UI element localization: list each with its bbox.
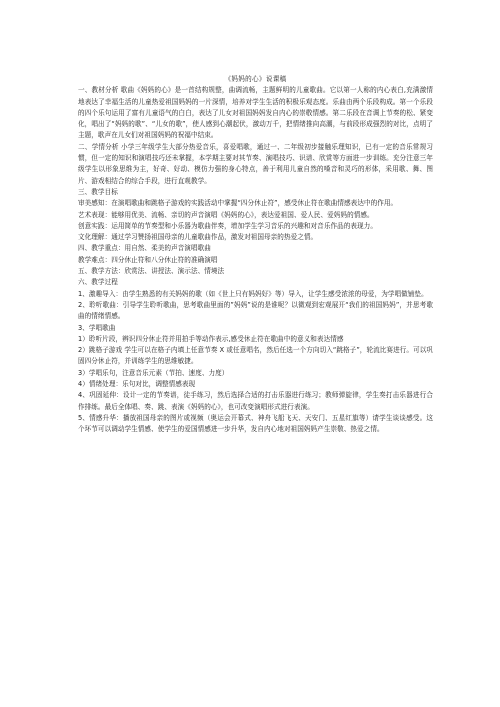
- process-step-introduction: 1、激趣导入：由学生熟悉的有关妈妈的歌（如《世上只有妈妈好》等）导入，让学生感受浓浓的母爱，为学唱做铺垫。: [78, 289, 428, 298]
- learning-substep-4: 4）情绪处理：乐句对比，调整情感表现: [78, 380, 196, 389]
- process-step-listening: 2、聆听歌曲：引导学生聆听歌曲，思考歌曲里面的”妈妈”说的是谁呢？以微观到宏观展开“我们的祖国妈妈”，并思考歌曲的情绪情感。: [78, 300, 433, 321]
- section-teaching-focus: 四、教学重点：用自然、柔美的声音演唱歌曲: [78, 244, 211, 253]
- document-title: 《妈妈的心》说课稿: [224, 75, 287, 83]
- learning-substep-1: 1）聆听片段，辨识四分休止符并用拍手等动作表示,感受休止符在歌曲中的意义和表达情感: [78, 334, 344, 343]
- process-step-learning-heading: 3、学唱歌曲: [78, 323, 116, 332]
- section-teaching-goals-heading: 三、教学目标: [78, 187, 118, 196]
- process-step-consolidation: 4、巩固延伸：设计一定的节奏谱，徒手练习，然后选择合适的打击乐器进行练习；教师弹旋律，学生奏打击乐器进行合作排练。最后全体唱、奏、跳、表演《妈妈的心》，也可改变演唱形式进行表演。: [78, 391, 433, 411]
- section-teaching-process-heading: 六、教学过程: [78, 278, 118, 287]
- section-learner-analysis: 二、学情分析 小学三年级学生大部分热爱音乐，喜爱唱歌，通过一、二年级初步接触乐理知识，已有一定的音乐常规习惯，但一定的知识和演唱技巧还未掌握，本学期主要对其节奏、演唱技巧、识谱、欣赏等方面进一步训练。充分注意三年级学生以形象思维为主，好奇、好动、模仿力强的身心特点，善于利用儿童自然的嗓音和灵巧的形体，采用歌、舞、图片、游戏相结合的综合手段，进行直观教学。: [78, 142, 433, 185]
- section-teaching-methods: 五、教学方法：欣赏法、讲授法、演示法、情境法: [78, 267, 225, 276]
- learning-substep-3: 3）学唱乐句，注意音乐元素（节拍、速度、力度）: [78, 368, 229, 377]
- goal-cultural-understanding: 文化理解：通过学习赞扬祖国母亲的儿童歌曲作品，激发对祖国母亲的热爱之情。: [78, 233, 318, 242]
- section-teaching-material: 一、教材分析 歌曲《妈妈的心》是一首结构规整，曲调流畅，主题鲜明的儿童歌曲。它以第一人称的内心表白,充满激情地表达了幸福生活的儿童热爱祖国妈妈的一片深情，培养对学生生活的积极乐观态度。乐曲由两个乐段构成。第一个乐段的四个乐句运用了富有儿童语气的白白，表达了儿女对祖国妈妈发自内心的崇敬情感。第二乐段在音调上节奏的松、紧变化，唱出了“妈妈的歌”、“儿女的歌”，使人感到心潮起伏，激动万千，把情绪推向高潮，与前段形成强烈的对比，点明了主题，歌声在儿女们对祖国妈妈的祝福中结束。: [78, 86, 433, 140]
- goal-creative-practice: 创意实践：运用简单的节奏型和小乐器为歌曲伴奏，增加学生学习音乐的兴趣和对音乐作品的表现力。: [78, 221, 377, 230]
- goal-artistic-expression: 艺术表现：能够用优美、流畅、亲切的声音演唱《妈妈的心》，表达爱祖国、爱人民、爱妈妈的情感。: [78, 210, 374, 219]
- learning-substep-2: 2）跳格子游戏 学生可以在格子内填上任意节奏 X 或任意唱名，然后任选一个方向切入“跳格子”，轮流比赛进行。可以巩固四分休止符，并训练学生的思维敏捷。: [78, 346, 433, 366]
- process-step-sublimation: 5、情感升华：播放祖国母亲的图片或视频（奥运会开幕式、神舟飞船飞天、天安门、五星红旗等）请学生谈谈感受。这个环节可以调动学生情感、使学生的爱国情感进一步升华，发自内心地对祖国妈妈产生崇敬、热爱之情。: [78, 413, 433, 434]
- teaching-difficulty: 教学难点：四分休止符和八分休止符的准确演唱: [78, 255, 218, 264]
- goal-aesthetic-perception: 审美感知：在演唱歌曲和跳格子游戏的实践活动中掌握“四分休止符”，感受休止符在歌曲情感表达中的作用。: [78, 199, 398, 208]
- document-page: [78, 74, 433, 436]
